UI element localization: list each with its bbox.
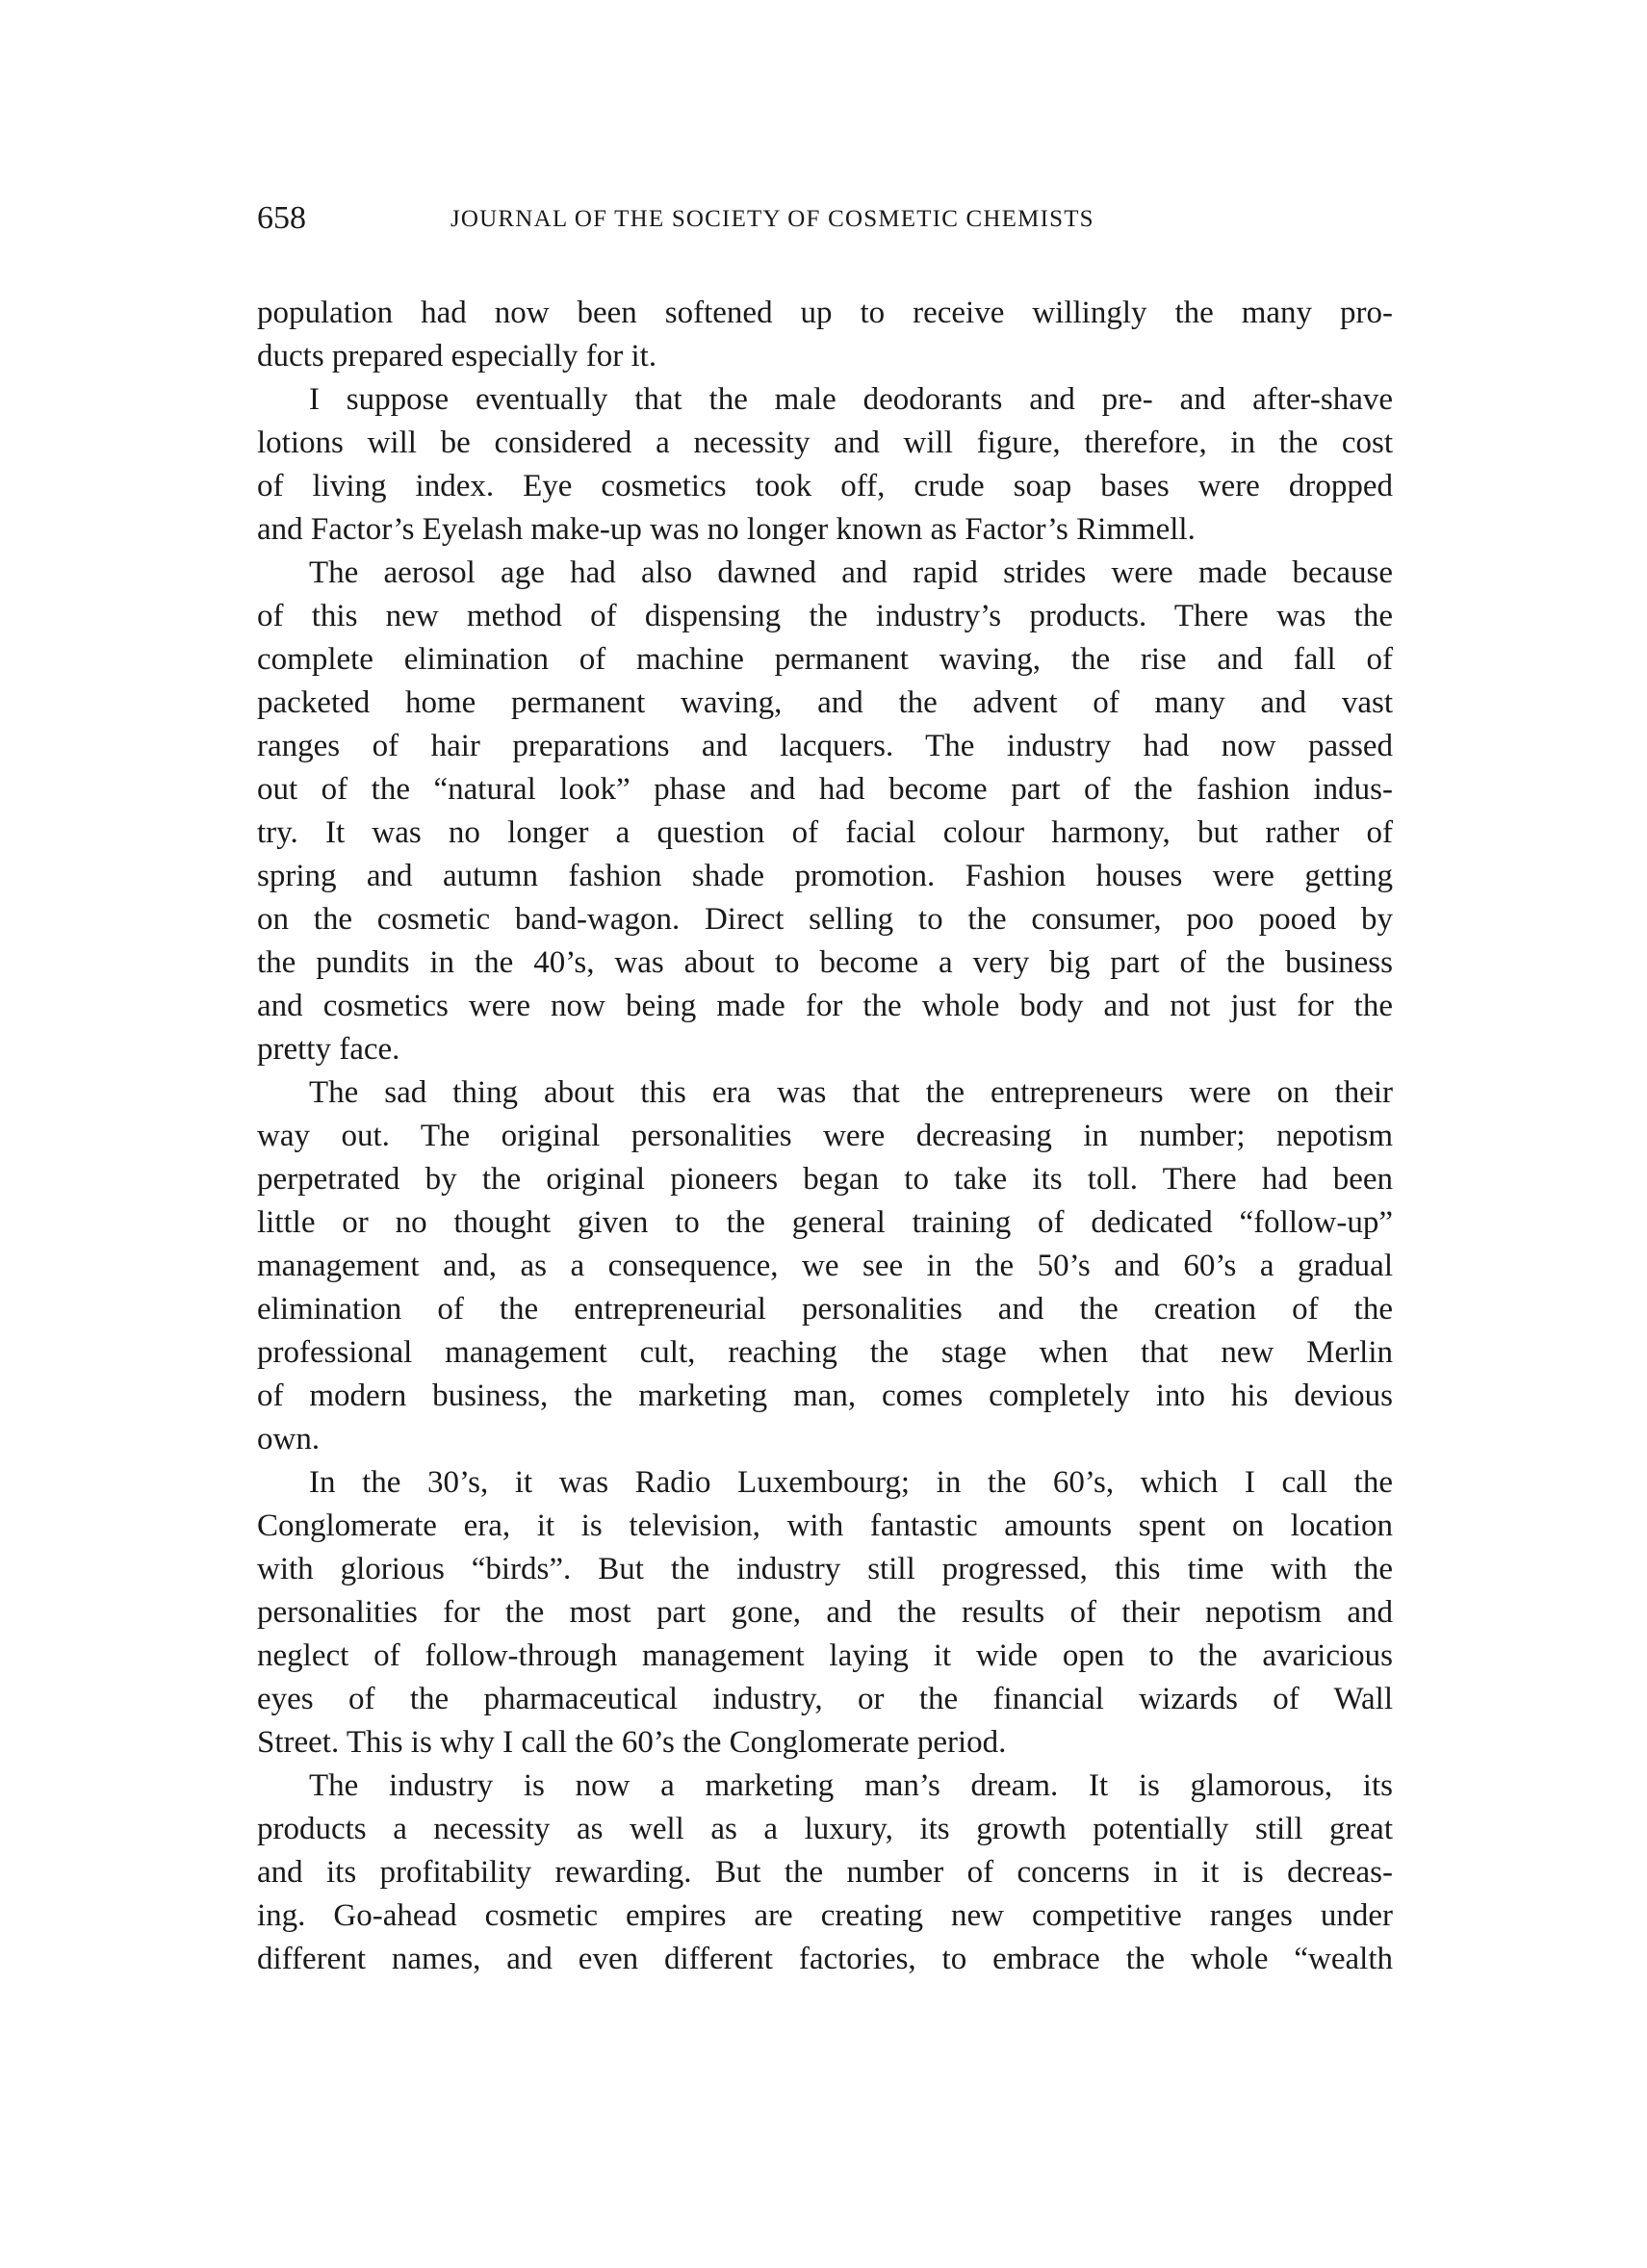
text-line: ducts prepared especially for it. <box>257 339 657 374</box>
text-line: Street. This is why I call the 60’s the Conglomerate period. <box>257 1725 1007 1760</box>
paragraph <box>257 552 1393 1071</box>
text-line: perpetrated by the original pioneers began to take its toll. There had been <box>257 1162 1393 1197</box>
text-line: eyes of the pharmaceutical industry, or the financial wizards of Wall <box>257 1682 1393 1716</box>
text-line: personalities for the most part gone, and the results of their nepotism and <box>257 1595 1393 1630</box>
text-line: of modern business, the marketing man, comes completely into his devious <box>257 1379 1393 1413</box>
page-number: 658 <box>257 200 306 236</box>
text-line: elimination of the entrepreneurial personalities and the creation of the <box>257 1292 1393 1327</box>
text-line: lotions will be considered a necessity and will figure, therefore, in the cost <box>257 425 1393 460</box>
journal-title: JOURNAL OF THE SOCIETY OF COSMETIC CHEMISTS <box>450 206 1094 232</box>
text-line: In the 30’s, it was Radio Luxembourg; in the 60’s, which I call the <box>309 1465 1393 1500</box>
text-line: neglect of follow-through management laying it wide open to the avaricious <box>257 1638 1393 1673</box>
text-line: ing. Go-ahead cosmetic empires are creating new competitive ranges under <box>257 1898 1393 1933</box>
text-line: pretty face. <box>257 1032 400 1067</box>
text-line: The aerosol age had also dawned and rapid strides were made because <box>309 555 1393 590</box>
text-line: way out. The original personalities were decreasing in number; nepotism <box>257 1119 1393 1153</box>
paragraph <box>257 292 1393 378</box>
text-line: try. It was no longer a question of facial colour harmony, but rather of <box>257 815 1393 850</box>
text-line: own. <box>257 1422 321 1456</box>
paragraph <box>257 1765 1393 1981</box>
text-line: different names, and even different factories, to embrace the whole “wealth <box>257 1942 1393 1976</box>
text-line: packeted home permanent waving, and the advent of many and vast <box>257 685 1393 720</box>
text-line: on the cosmetic band-wagon. Direct selling to the consumer, poo pooed by <box>257 902 1393 937</box>
text-line: The sad thing about this era was that the entrepreneurs were on their <box>309 1075 1393 1110</box>
text-line: the pundits in the 40’s, was about to become a very big part of the business <box>257 945 1393 980</box>
text-line: population had now been softened up to receive willingly the many pro- <box>257 296 1393 330</box>
text-line: of this new method of dispensing the industry’s products. There was the <box>257 599 1393 633</box>
text-line: complete elimination of machine permanent waving, the rise and fall of <box>257 642 1393 677</box>
text-line: and Factor’s Eyelash make-up was no longer known as Factor’s Rimmell. <box>257 512 1196 547</box>
text-line: management and, as a consequence, we see in the 50’s and 60’s a gradual <box>257 1249 1393 1283</box>
text-line: The industry is now a marketing man’s dream. It is glamorous, its <box>309 1768 1393 1803</box>
text-line: of living index. Eye cosmetics took off, crude soap bases were dropped <box>257 469 1393 503</box>
text-line: I suppose eventually that the male deodorants and pre- and after-shave <box>309 382 1393 417</box>
paragraph <box>257 378 1393 552</box>
text-line: and cosmetics were now being made for the whole body and not just for the <box>257 989 1393 1023</box>
text-line: Conglomerate era, it is television, with fantastic amounts spent on location <box>257 1508 1393 1543</box>
text-line: ranges of hair preparations and lacquers. The industry had now passed <box>257 729 1393 763</box>
article-body <box>257 292 1393 1981</box>
running-head <box>257 200 1393 239</box>
paragraph <box>257 1071 1393 1461</box>
text-line: products a necessity as well as a luxury, its growth potentially still great <box>257 1812 1393 1846</box>
text-line: spring and autumn fashion shade promotion. Fashion houses were getting <box>257 859 1393 893</box>
text-line: out of the “natural look” phase and had become part of the fashion indus- <box>257 772 1393 807</box>
text-line: with glorious “birds”. But the industry still progressed, this time with the <box>257 1552 1393 1586</box>
text-line: professional management cult, reaching the stage when that new Merlin <box>257 1335 1393 1370</box>
paragraph <box>257 1461 1393 1765</box>
text-line: little or no thought given to the general training of dedicated “follow-up” <box>257 1205 1393 1240</box>
text-line: and its profitability rewarding. But the number of concerns in it is decreas- <box>257 1855 1393 1890</box>
